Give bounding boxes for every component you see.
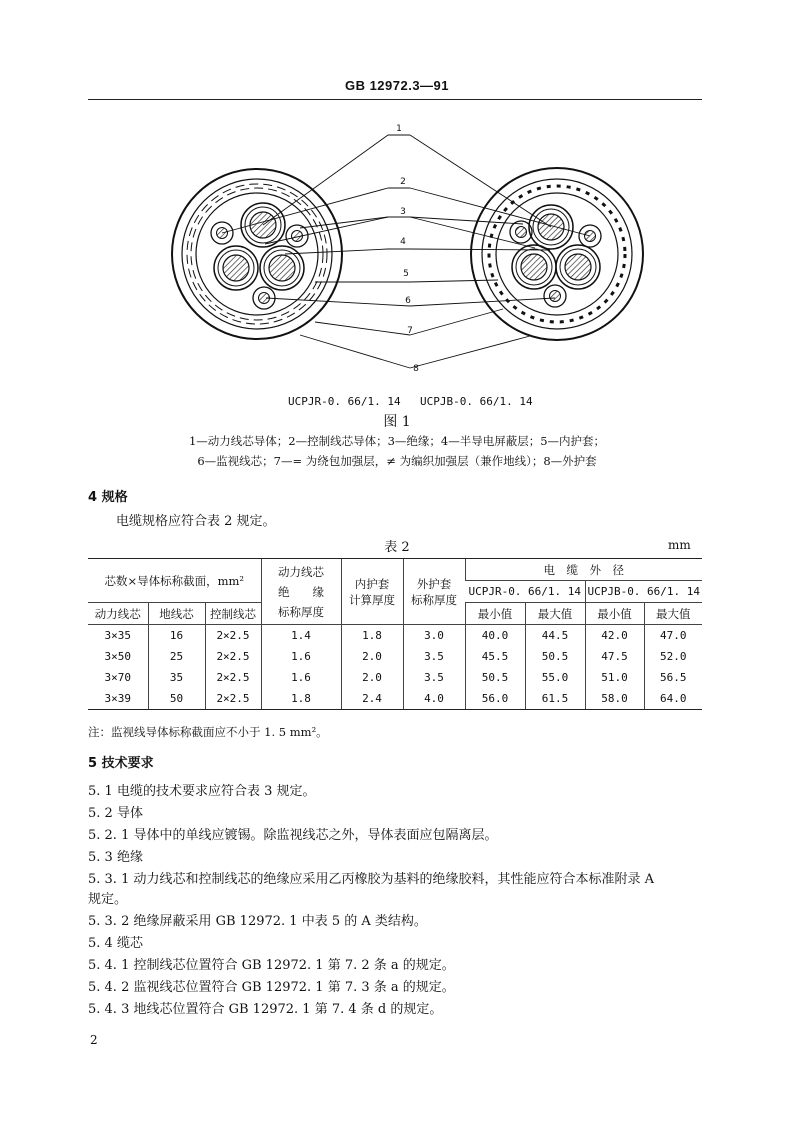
table-cell: 64.0 xyxy=(644,688,702,710)
header-jb-min: 最小值 xyxy=(585,603,644,625)
header-outer-diameter: 电 缆 外 径 xyxy=(465,559,702,581)
callout-6: 6 xyxy=(405,296,411,306)
table-cell: 40.0 xyxy=(465,625,525,647)
header-cores: 芯数×导体标称截面，mm² xyxy=(88,559,261,603)
header-jb-max: 最大值 xyxy=(644,603,702,625)
callout-8: 8 xyxy=(413,364,419,374)
table-cell: 56.0 xyxy=(465,688,525,710)
left-cable-caption: UCPJR-0. 66/1. 14 xyxy=(288,395,401,408)
clause-5-2: 5. 2 导体 xyxy=(88,806,143,821)
table-cell: 42.0 xyxy=(585,625,644,647)
table-cell: 45.5 xyxy=(465,646,525,667)
table-cell: 3.0 xyxy=(403,625,465,647)
table-cell: 56.5 xyxy=(644,667,702,688)
header-jr-max: 最大值 xyxy=(525,603,585,625)
table-cell: 4.0 xyxy=(403,688,465,710)
callout-4: 4 xyxy=(400,237,406,247)
table-cell: 2.0 xyxy=(341,646,403,667)
table-cell: 3×50 xyxy=(104,650,131,663)
table-2-title: 表 2 xyxy=(384,540,410,555)
table-cell: 58.0 xyxy=(585,688,644,710)
header-insulation: 动力线芯 绝 缘 标称厚度 xyxy=(261,559,341,625)
table-cell: 52.0 xyxy=(644,646,702,667)
table-cell: 50.5 xyxy=(525,646,585,667)
clause-5-4-1: 5. 4. 1 控制线芯位置符合 GB 12972. 1 第 7. 2 条 a 的规定。 xyxy=(88,958,455,973)
section-5-heading: 5 技术要求 xyxy=(88,756,154,771)
table-cell: 1.8 xyxy=(341,625,403,647)
table-cell: 44.5 xyxy=(525,625,585,647)
table-cell: 2×2.5 xyxy=(205,625,261,647)
header-inner-sheath: 内护套 计算厚度 xyxy=(341,559,403,625)
table-cell: 61.5 xyxy=(525,688,585,710)
clause-5-3-1: 5. 3. 1 动力线芯和控制线芯的绝缘应采用乙丙橡胶为基料的绝缘胶料，其性能应符合本标准附录 A xyxy=(88,872,654,887)
table-cell: 3.5 xyxy=(403,667,465,688)
table-cell: 3×35 xyxy=(104,629,131,642)
table-cell: 1.4 xyxy=(261,625,341,647)
clause-5-3-2: 5. 3. 2 绝缘屏蔽采用 GB 12972. 1 中表 5 的 A 类结构。 xyxy=(88,914,427,929)
left-cable-drawing xyxy=(172,169,342,339)
table-cell: 3×70 xyxy=(104,671,131,684)
table-cell: 50 xyxy=(148,688,205,710)
clause-5-4-3: 5. 4. 3 地线芯位置符合 GB 12972. 1 第 7. 4 条 d 的规定。 xyxy=(88,1002,443,1017)
table-cell: 2.0 xyxy=(341,667,403,688)
header-earth-core: 地线芯 xyxy=(148,603,205,625)
right-cable-drawing xyxy=(471,168,643,340)
table-cell: 50.5 xyxy=(465,667,525,688)
table-cell: 2×2.5 xyxy=(205,646,261,667)
header-rule xyxy=(88,99,702,100)
figure-title: 图 1 xyxy=(383,414,411,430)
table-cell: 1.6 xyxy=(261,667,341,688)
clause-5-3: 5. 3 绝缘 xyxy=(88,850,143,865)
header-ucpjb: UCPJB-0. 66/1. 14 xyxy=(585,581,702,603)
header-control-core: 控制线芯 xyxy=(205,603,261,625)
header-jr-min: 最小值 xyxy=(465,603,525,625)
figure-legend-line-1: 1—动力线芯导体；2—控制线芯导体；3—绝缘；4—半导电屏蔽层；5—内护套； xyxy=(188,434,606,448)
callout-2: 2 xyxy=(400,177,406,187)
table-cell: 2.4 xyxy=(341,688,403,710)
clause-5-3-1-cont: 规定。 xyxy=(88,892,128,907)
callout-3: 3 xyxy=(400,207,406,217)
table-cell: 3×39 xyxy=(88,688,148,710)
header-outer-sheath: 外护套 标称厚度 xyxy=(403,559,465,625)
table-cell: 1.8 xyxy=(261,688,341,710)
table-cell: 2×2.5 xyxy=(205,688,261,710)
right-cable-caption: UCPJB-0. 66/1. 14 xyxy=(420,395,533,408)
table-cell: 51.0 xyxy=(585,667,644,688)
table-cell: 3.5 xyxy=(403,646,465,667)
table-cell: 2×2.5 xyxy=(205,667,261,688)
section-4-heading: 4 规格 xyxy=(88,490,128,505)
table-cell: 55.0 xyxy=(525,667,585,688)
figure-legend-line-2: 6—监视线芯；7—= 为绕包加强层，≠ 为编织加强层（兼作地线）；8—外护套 xyxy=(197,454,597,468)
table-cell: 25 xyxy=(148,646,205,667)
callout-7: 7 xyxy=(407,326,413,336)
callout-5: 5 xyxy=(403,269,409,279)
callout-1: 1 xyxy=(396,124,402,134)
table-cell: 47.5 xyxy=(585,646,644,667)
cable-cross-section-figure xyxy=(170,112,660,387)
table-2-note: 注：监视线导体标称截面应不小于 1. 5 mm²。 xyxy=(88,725,328,739)
header-power-core: 动力线芯 xyxy=(88,603,148,625)
table-cell: 35 xyxy=(148,667,205,688)
clause-5-4-2: 5. 4. 2 监视线芯位置符合 GB 12972. 1 第 7. 3 条 a 的规定。 xyxy=(88,980,455,995)
page-number: 2 xyxy=(90,1033,98,1047)
section-4-paragraph: 电缆规格应符合表 2 规定。 xyxy=(116,514,276,529)
table-cell: 47.0 xyxy=(644,625,702,647)
clause-5-4: 5. 4 缆芯 xyxy=(88,936,143,951)
table-2 xyxy=(88,558,702,710)
standard-number-header: GB 12972.3—91 xyxy=(344,78,450,93)
table-cell: 16 xyxy=(148,625,205,647)
table-2-unit: mm xyxy=(668,538,691,552)
table-cell: 1.6 xyxy=(261,646,341,667)
clause-5-1: 5. 1 电缆的技术要求应符合表 3 规定。 xyxy=(88,784,316,799)
header-ucpjr: UCPJR-0. 66/1. 14 xyxy=(465,581,585,603)
clause-5-2-1: 5. 2. 1 导体中的单线应镀锡。除监视线芯之外，导体表面应包隔离层。 xyxy=(88,828,498,843)
